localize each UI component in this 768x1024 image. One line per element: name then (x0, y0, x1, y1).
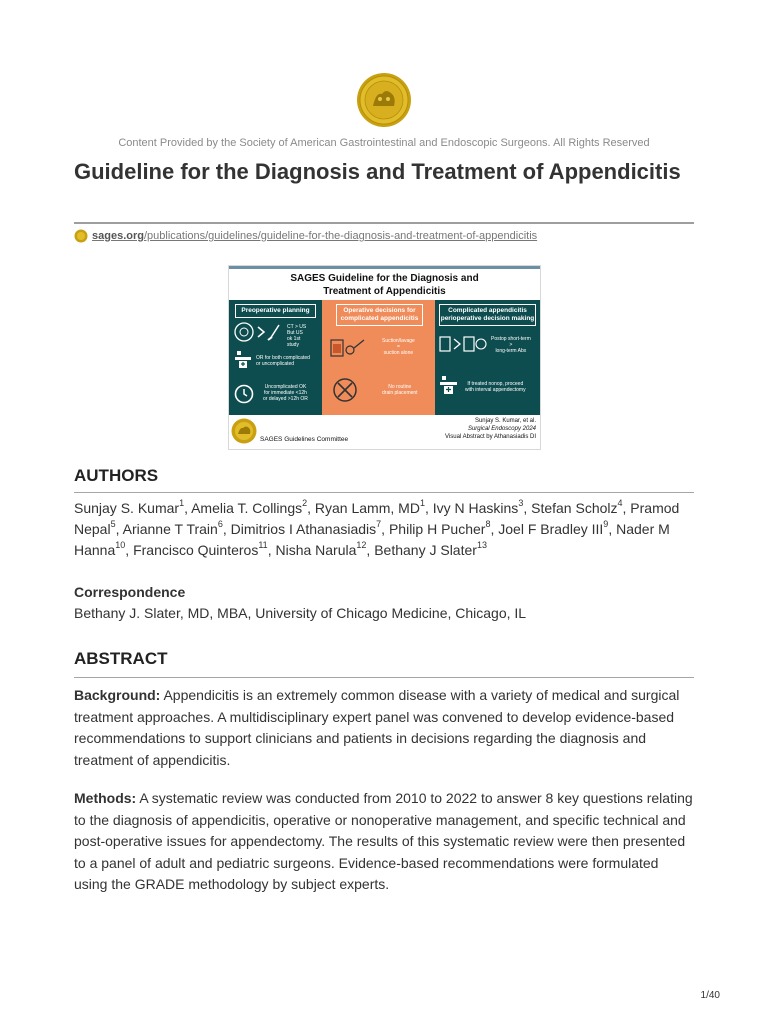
background-text: Appendicitis is an extremely common disease with a variety of medical and surgical treatment approaches. A multidisciplinary expert panel was convened to develop evidence-based recommendations to support clinicians and patients in decisions regarding the diagnosis and treatment of appendicitis. (74, 687, 680, 768)
author-name (389, 521, 491, 537)
visual-abstract-figure (229, 266, 540, 449)
author-name-text: Francisco Quinteros (133, 542, 259, 558)
drain-note: No routine drain placement (382, 384, 418, 396)
title-divider (74, 222, 694, 224)
visual-abstract-title: SAGES Guideline for the Diagnosis and Treatment of Appendicitis (290, 273, 479, 297)
source-link-row (74, 229, 537, 243)
author-affiliation-number: 8 (485, 519, 491, 530)
background-label: Background: (74, 687, 161, 703)
timing-note: Uncomplicated OK for immediate <12h or delayed >12h OR (263, 384, 308, 402)
author-name (315, 500, 425, 516)
author-name-text: Ryan Lamm, MD (314, 500, 420, 516)
author-name (433, 500, 524, 516)
author-name-text: Amelia T. Collings (191, 500, 303, 516)
sages-seal-logo (356, 72, 412, 128)
ct-ultrasound-icon (233, 321, 283, 343)
complicated-appendicitis-panel (435, 300, 540, 415)
methods-label: Methods: (74, 790, 137, 806)
author-affiliation-number: 11 (258, 540, 268, 551)
author-name (374, 542, 487, 558)
abstract-divider (74, 677, 694, 678)
visual-abstract-footer (229, 415, 540, 449)
author-name (531, 500, 622, 516)
author-affiliation-number: 1 (419, 498, 425, 509)
author-affiliation-number: 10 (115, 540, 126, 551)
author-affiliation-number: 1 (179, 498, 185, 509)
author-name (191, 500, 307, 516)
author-name-text: Nader M Hanna (74, 521, 670, 558)
author-name (123, 521, 223, 537)
visual-abstract-top-bar (229, 266, 540, 269)
author-name-text: Ivy N Haskins (432, 500, 519, 516)
author-name (275, 542, 366, 558)
author-affiliation-number: 9 (603, 519, 609, 530)
authors-list: Sunjay S. Kumar$^1$, Amelia T. Collings$^2$, Ryan Lamm, $MD^1$, Ivy N Haskins$^3$, Stefan Scholz$^4$, Pramod Nepal$^5$, Arianne T Train$^6$, Dimitrios I Athanasiadis$^7$, Philip H Pucher$^8$, Joel F Bradley III$^9$, Nader M Hanna$^{10}$, Francisco Quinteros$^{11}$, Nisha Narula$^{12}$, Bethany J Slater$^{13}$ (74, 498, 680, 558)
abstract-methods-paragraph (74, 788, 694, 896)
author-name-text: Dimitrios I Athanasiadis (230, 521, 377, 537)
ct-us-note: CT > US But US ok 1st study (287, 324, 307, 348)
author-name-text: Arianne T Train (122, 521, 218, 537)
operative-decisions-heading: Operative decisions for complicated appendicitis (336, 304, 423, 326)
no-drain-icon (332, 377, 358, 403)
sages-seal-small-logo (231, 418, 257, 444)
author-affiliation-number: 13 (476, 540, 487, 551)
complicated-appendicitis-heading: Complicated appendicitis perioperative decision making (439, 304, 536, 326)
source-domain: sages.org (92, 230, 144, 242)
citation-authors: Sunjay S. Kumar, et al. (474, 418, 536, 424)
authors-divider (74, 492, 694, 493)
content-provided-notice: Content Provided by the Society of American Gastrointestinal and Endoscopic Surgeons. All Rights Reserved (118, 137, 650, 149)
operating-room-icon (233, 349, 255, 369)
author-affiliation-number: 12 (356, 540, 367, 551)
author-affiliation-number: 4 (617, 498, 623, 509)
author-name-text: Pramod Nepal (74, 500, 680, 537)
visual-abstract-citation (445, 417, 536, 441)
or-note: OR for both complicated or uncomplicated (256, 355, 310, 367)
abstract-background-paragraph (74, 685, 694, 771)
nonop-note: If treated nonop, proceed with interval appendectomy (465, 381, 526, 393)
author-name-text: Joel F Bradley III (498, 521, 604, 537)
author-affiliation-number: 5 (110, 519, 116, 530)
suction-note: Suction/lavage = suction alone (382, 338, 415, 356)
correspondence-heading: Correspondence (74, 584, 186, 600)
author-affiliation-number: 2 (302, 498, 308, 509)
clock-icon (234, 384, 254, 404)
author-name-text: Stefan Scholz (531, 500, 618, 516)
abstract-heading: ABSTRACT (74, 649, 168, 668)
correspondence-text: Bethany J. Slater, MD, MBA, University of Chicago Medicine, Chicago, IL (74, 605, 527, 621)
author-name-text: Philip H Pucher (388, 521, 486, 537)
preoperative-planning-heading: Preoperative planning (235, 304, 316, 318)
interval-appendectomy-icon (438, 374, 462, 396)
antibiotics-icon (438, 333, 488, 355)
antibiotics-note: Postop short-term > long-term Abx (491, 336, 531, 354)
author-name-text: Bethany J Slater (374, 542, 477, 558)
authors-heading: AUTHORS (74, 466, 159, 485)
methods-text: A systematic review was conducted from 2010 to 2022 to answer 8 key questions relating to the diagnosis of appendicitis, operative or nonoperative management, and specific technical and post-operative issues for appendectomy. The results of this systematic review were then presented to a panel of adult and pediatric surgeons. Evidence-based recommendations were formulated using the GRADE methodology by subject experts. (74, 790, 693, 892)
author-name (498, 521, 608, 537)
guidelines-committee-label: SAGES Guidelines Committee (260, 436, 349, 443)
page-title: Guideline for the Diagnosis and Treatment of Appendicitis (74, 159, 681, 184)
page-number: 1/40 (700, 990, 720, 1001)
author-name-text: Nisha Narula (275, 542, 357, 558)
preoperative-planning-panel (229, 300, 322, 415)
suction-lavage-icon (328, 334, 368, 360)
author-affiliation-number: 6 (217, 519, 223, 530)
citation-journal: Surgical Endoscopy 2024 (467, 426, 536, 432)
source-url-link[interactable] (92, 230, 537, 242)
author-name (74, 500, 184, 516)
author-affiliation-number: 7 (376, 519, 382, 530)
citation-visual-abstract-by: Visual Abstract by Athanasiadis DI (445, 434, 536, 440)
sages-favicon-icon (74, 229, 88, 243)
author-name-text: Sunjay S. Kumar (74, 500, 180, 516)
author-name (133, 542, 268, 558)
operative-decisions-panel (322, 300, 435, 415)
source-path: /publications/guidelines/guideline-for-the-diagnosis-and-treatment-of-appendicitis (143, 230, 538, 242)
author-name (231, 521, 382, 537)
author-affiliation-number: 3 (518, 498, 524, 509)
